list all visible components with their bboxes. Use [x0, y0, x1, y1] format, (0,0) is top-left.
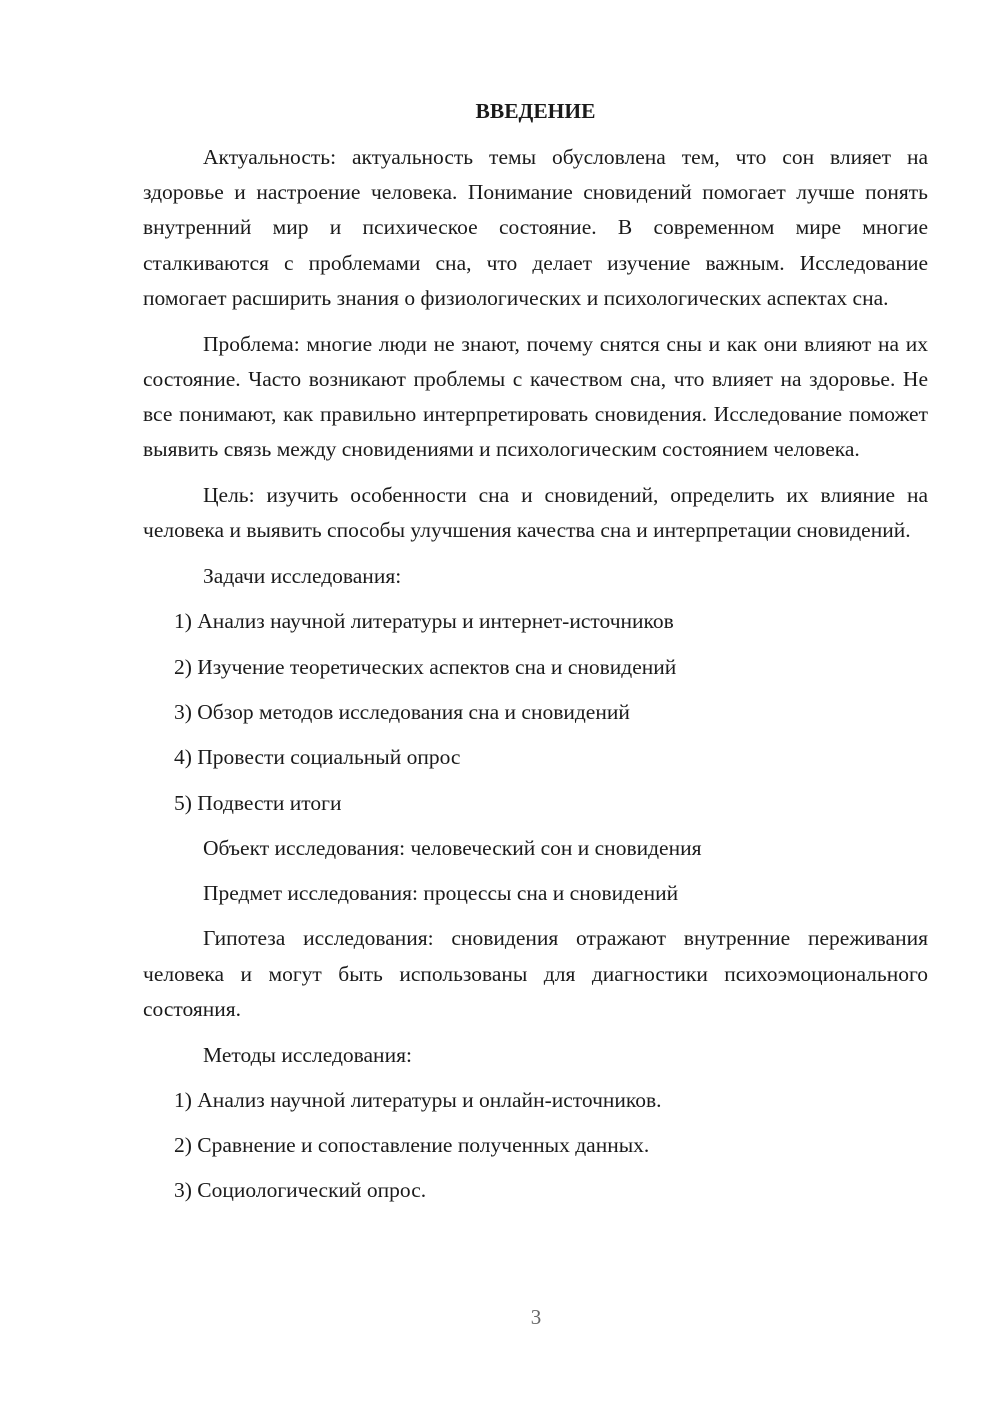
- task-item: 4) Провести социальный опрос: [174, 745, 461, 770]
- object-line: Объект исследования: человеческий сон и сновидения: [203, 835, 702, 860]
- page-number: 3: [530, 1305, 542, 1329]
- task-item: 5) Подвести итоги: [174, 790, 342, 815]
- method-item: 2) Сравнение и сопоставление полученных данных.: [174, 1133, 650, 1158]
- tasks-heading: Задачи исследования:: [203, 564, 402, 589]
- hypothesis-paragraph: Гипотеза исследования: сновидения отражают внутренние переживания человека и могут быть использованы для диагностики психоэмоционального состояния.: [143, 926, 928, 1021]
- task-item: 3) Обзор методов исследования сна и сновидений: [174, 699, 630, 724]
- subject-line: Предмет исследования: процессы сна и сновидений: [203, 881, 679, 906]
- method-item: 3) Социологический опрос.: [174, 1178, 427, 1203]
- problem-paragraph: Проблема: многие люди не знают, почему снятся сны и как они влияют на их состояние. Часто возникают проблемы с качеством сна, что влияет на здоровье. Не все понимают, как правильно интерпретировать сновидения. Исследование поможет выявить связь между сновидениями и психологическим состоянием человека.: [143, 331, 928, 462]
- document-page: [143, 94, 928, 1219]
- methods-heading: Методы исследования:: [203, 1042, 412, 1067]
- goal-paragraph: Цель: изучить особенности сна и сновидений, определить их влияние на человека и выявить способы улучшения качества сна и интерпретации сновидений.: [143, 483, 928, 543]
- method-item: 1) Анализ научной литературы и онлайн-источников.: [174, 1087, 662, 1112]
- task-item: 2) Изучение теоретических аспектов сна и сновидений: [174, 654, 677, 679]
- task-item: 1) Анализ научной литературы и интернет-источников: [174, 609, 674, 634]
- relevance-paragraph: Актуальность: актуальность темы обусловлена тем, что сон влияет на здоровье и настроение человека. Понимание сновидений помогает лучше понять внутренний мир и психическое состояние. В современном мире многие сталкиваются с проблемами сна, что делает изучение важным. Исследование помогает расширить знания о физиологических и психологических аспектах сна.: [143, 145, 928, 310]
- page-title: ВВЕДЕНИЕ: [475, 99, 596, 123]
